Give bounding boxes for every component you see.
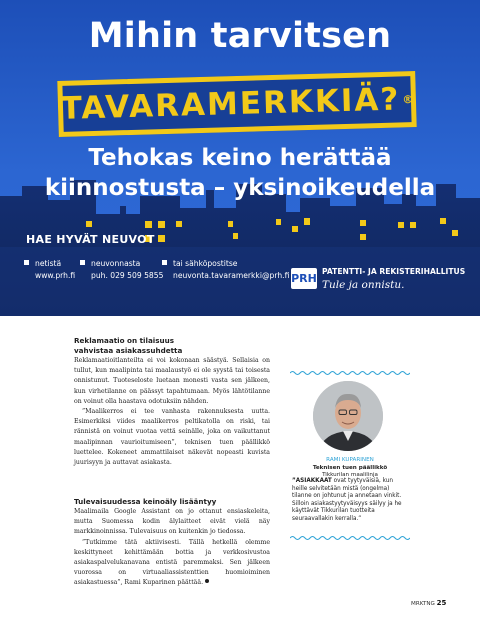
article-subheading-1-line1: Reklamaatio on tilaisuus bbox=[74, 336, 175, 345]
wavy-divider-bottom bbox=[290, 535, 410, 541]
contact-phone-value: puh. 029 509 5855 bbox=[91, 271, 164, 280]
person-title: Teknisen tuen päällikkö bbox=[312, 464, 388, 471]
ad-subheadline-line1: Tehokas keino herättää bbox=[88, 145, 392, 171]
stamp-label: TAVARAMERKKIÄ? bbox=[60, 81, 401, 127]
article-subheading-2: Tulevaisuudessa keinoäly lisääntyy bbox=[74, 497, 217, 506]
person-portrait-icon bbox=[313, 381, 383, 451]
article-paragraph: ”Maalikerros ei tee vanhasta rakennuksesta uutta. Esimerkiksi viides maalikerros peltikatolla on riski, tai rännistä on voinut vuotaa vettä seinälle, joka on vaikuttanut maalipinnan vaurioitumiseen”, teknisen tuen päällikkö luettelee. Kokeneet ammattilaiset näkevät nopeasti kuvista juurisyyn ja auttavat asiakasta. bbox=[74, 408, 270, 467]
contact-web-value: www.prh.fi bbox=[35, 271, 76, 280]
magazine-name: MRKTNG bbox=[411, 601, 435, 607]
article-column-lower bbox=[74, 497, 270, 589]
stamp-frame bbox=[57, 71, 416, 137]
person-company: Tikkurilan maalilinja bbox=[322, 472, 378, 478]
article-paragraph-text: ”Tutkimme tätä aktiivisesti. Tällä hetkellä olemme keskittyneet kehittämään bottia ja verkkosivustoa asiakaspalvelukanavana entistä paremmaksi. Sen jälkeen vuorossa on virtuaaliassistenttien huomioiminen asiakastuessa”, Rami Kuparinen päättää. bbox=[74, 538, 270, 587]
article-paragraph: Reklamaatioitlanteilta ei voi kokonaan säästyä. Sellaisia on tullut, kun maalipinta tai maalaustyö ei ole syystä tai toisesta onnistunut. Tuoteseloste luetaan monesti vasta sen jälkeen, kun virhetilanne on päässyt tapahtumaan. Myös lähtötilanne on voinut olla haastava odotuksiin nähden. bbox=[74, 357, 270, 405]
stamp-word bbox=[60, 76, 414, 132]
ad-subheadline bbox=[0, 143, 480, 203]
bullet-square-icon bbox=[24, 260, 29, 265]
person-info bbox=[290, 457, 410, 480]
registered-mark: ® bbox=[402, 92, 414, 106]
organization-tagline: Tule ja onnistu. bbox=[322, 279, 405, 291]
article-column bbox=[74, 336, 270, 468]
contact-email bbox=[162, 258, 289, 282]
prh-logo: PRH bbox=[291, 268, 317, 289]
bullet-square-icon bbox=[162, 260, 167, 265]
contact-phone-label: neuvonnasta bbox=[91, 259, 141, 268]
person-name: RAMI KUPARINEN bbox=[326, 457, 374, 463]
page-number: 25 bbox=[436, 599, 447, 607]
wavy-divider-top bbox=[290, 370, 410, 376]
ad-subheadline-line2: kiinnostusta – yksinoikeudella bbox=[44, 175, 436, 201]
contact-email-label: tai sähköpostitse bbox=[173, 259, 238, 268]
article-paragraph bbox=[74, 538, 270, 589]
pull-quote-text: ovat tyytyväisiä, kun heille selvitetään mistä (ongelma) tilanne on johtunut ja annetaan vinkit. Silloin asiakastyytyväisyys säilyy ja he käyttävät Tikkurilan tuotteita seuraavallakin kerralla.” bbox=[292, 478, 402, 522]
end-mark-icon bbox=[205, 579, 209, 583]
ad-strip-title: HAE HYVÄT NEUVOT bbox=[26, 233, 155, 246]
article-paragraph: Maalimaila Google Assistant on jo ottanut ensiaskeleita, mutta Suomessa kodin älylaitteet eivät vielä näy markkinoinnissa. Tulevaisuus on kuitenkin jo tiedossa. bbox=[74, 508, 270, 536]
contact-web-label: netistä bbox=[35, 259, 62, 268]
portrait-photo bbox=[313, 381, 383, 451]
page-footer bbox=[411, 599, 446, 607]
pull-quote-lead: ”ASIAKKAAT bbox=[292, 478, 332, 484]
contact-phone bbox=[80, 258, 163, 282]
contact-email-value: neuvonta.tavaramerkki@prh.fi bbox=[173, 271, 290, 280]
ad-headline: Mihin tarvitsen bbox=[88, 16, 392, 56]
organization-name: PATENTTI- JA REKISTERIHALLITUS bbox=[322, 267, 466, 276]
pull-quote bbox=[292, 478, 410, 524]
article-subheading-1 bbox=[74, 336, 270, 356]
contact-web bbox=[24, 258, 75, 282]
article-subheading-1-line2: vahvistaa asiakassuhdetta bbox=[74, 346, 183, 355]
bullet-square-icon bbox=[80, 260, 85, 265]
